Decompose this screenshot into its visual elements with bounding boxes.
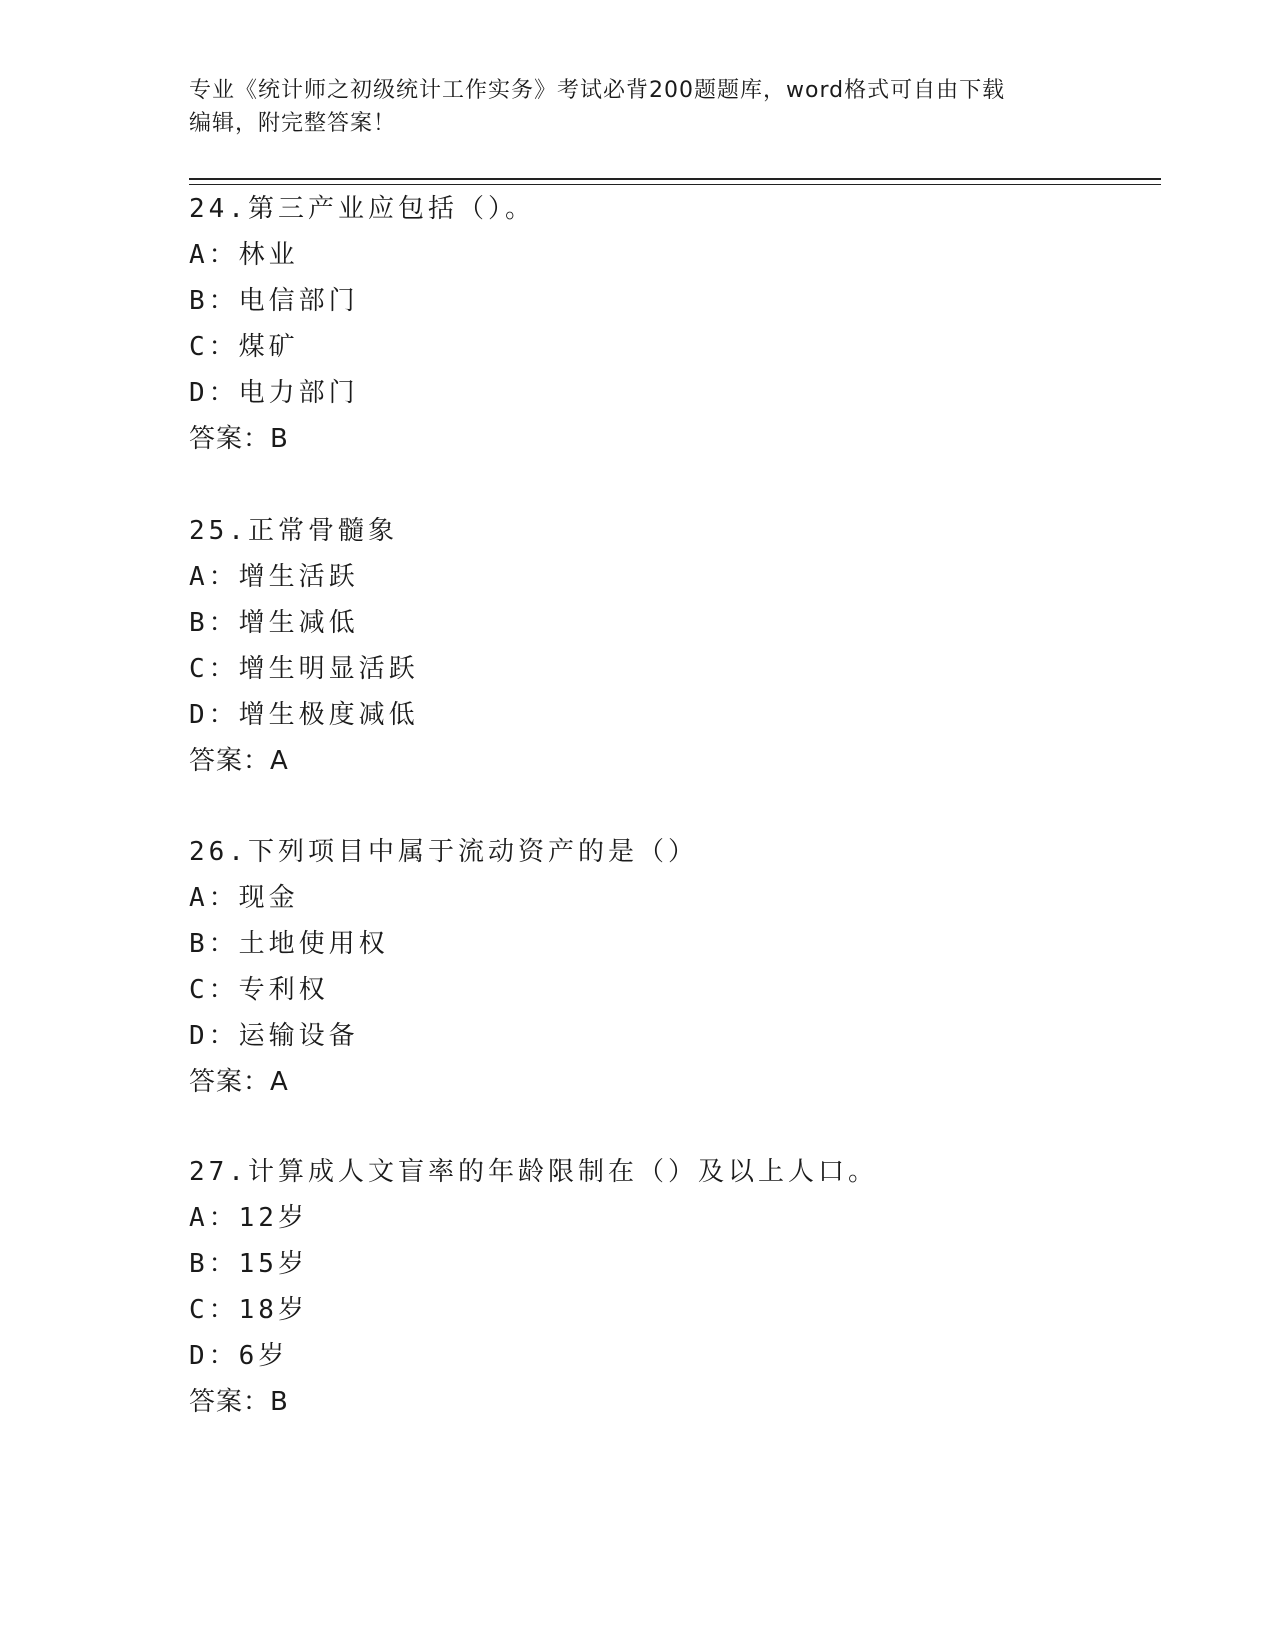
question-stem: 24.第三产业应包括（）。 bbox=[189, 194, 535, 224]
option-d: D：运输设备 bbox=[189, 1021, 359, 1051]
option-c: C：专利权 bbox=[189, 975, 329, 1005]
header-divider-top bbox=[189, 178, 1161, 180]
option-a: A：林业 bbox=[189, 240, 299, 270]
option-d: D：6岁 bbox=[189, 1341, 289, 1371]
question-stem: 25.正常骨髓象 bbox=[189, 516, 398, 546]
option-b: B：15岁 bbox=[189, 1249, 308, 1279]
question-26 bbox=[189, 829, 1161, 1105]
answer: 答案：B bbox=[189, 424, 289, 454]
header-line-1: 专业《统计师之初级统计工作实务》考试必背200题题库，word格式可自由下载 bbox=[189, 78, 1006, 103]
question-stem: 26.下列项目中属于流动资产的是（） bbox=[189, 837, 698, 867]
answer: 答案：A bbox=[189, 1067, 289, 1097]
option-c: C：18岁 bbox=[189, 1295, 308, 1325]
question-27 bbox=[189, 1149, 1161, 1425]
option-c: C：增生明显活跃 bbox=[189, 654, 419, 684]
option-a: A：增生活跃 bbox=[189, 562, 359, 592]
option-d: D：电力部门 bbox=[189, 378, 359, 408]
option-b: B：土地使用权 bbox=[189, 929, 389, 959]
option-a: A：12岁 bbox=[189, 1203, 308, 1233]
answer: 答案：A bbox=[189, 746, 289, 776]
option-a: A：现金 bbox=[189, 883, 299, 913]
option-d: D：增生极度减低 bbox=[189, 700, 419, 730]
option-c: C：煤矿 bbox=[189, 332, 299, 362]
option-b: B：电信部门 bbox=[189, 286, 359, 316]
header-line-2: 编辑，附完整答案！ bbox=[189, 111, 397, 136]
question-stem: 27.计算成人文盲率的年龄限制在（）及以上人口。 bbox=[189, 1157, 878, 1187]
answer: 答案：B bbox=[189, 1387, 289, 1417]
question-24 bbox=[189, 186, 1161, 462]
document-header bbox=[189, 74, 1089, 140]
header-divider-bottom bbox=[189, 184, 1161, 185]
question-25 bbox=[189, 508, 1161, 784]
option-b: B：增生减低 bbox=[189, 608, 359, 638]
